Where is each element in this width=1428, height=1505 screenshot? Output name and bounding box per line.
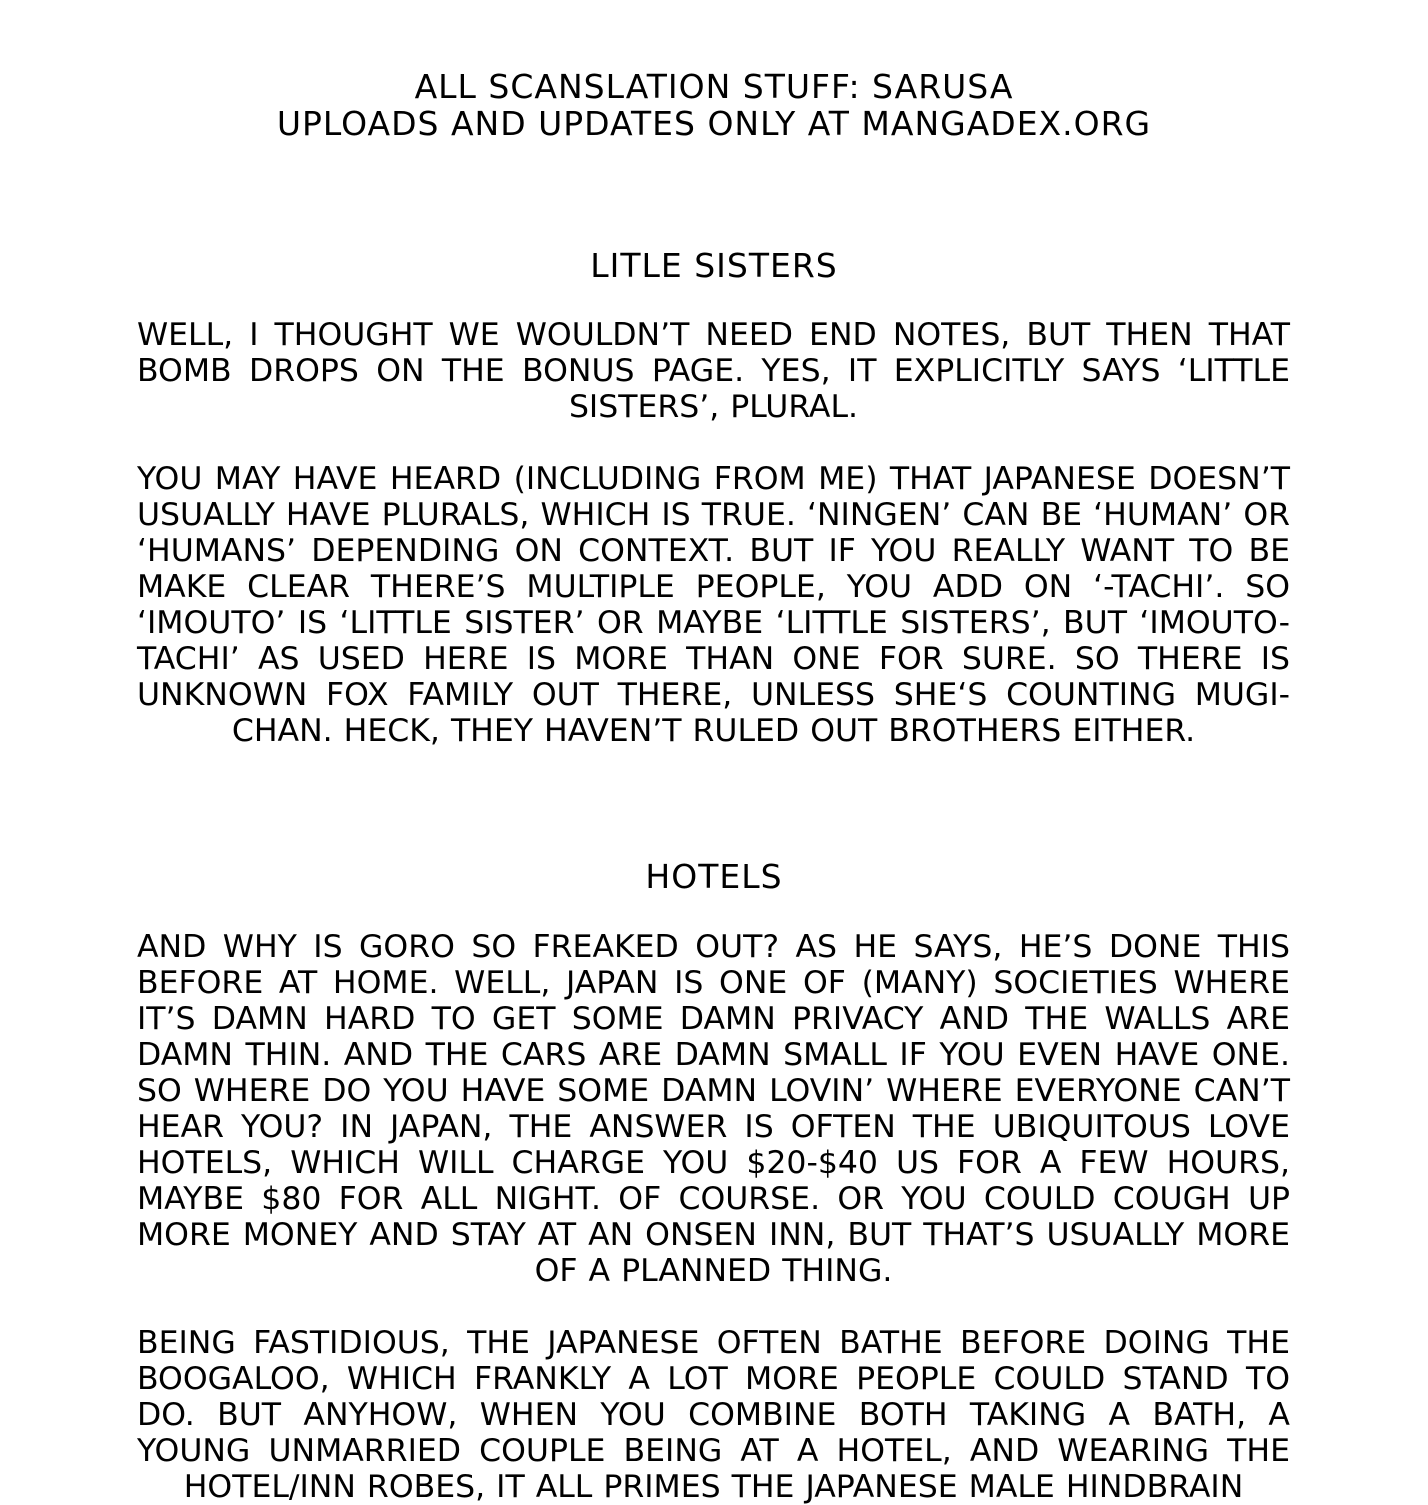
section-heading: HOTELS bbox=[645, 857, 783, 896]
credits-line: UPLOADS AND UPDATES ONLY AT MANGADEX.ORG bbox=[276, 104, 1152, 143]
credits-block bbox=[0, 68, 1428, 142]
section-heading: LITLE SISTERS bbox=[590, 246, 838, 285]
paragraph: YOU MAY HAVE HEARD (INCLUDING FROM ME) THAT JAPANESE DOESN’T USUALLY HAVE PLURALS, WHICH IS TRUE. ‘NINGEN’ CAN BE ‘HUMAN’ OR ‘HUMANS’ DEPENDING ON CONTEXT. BUT IF YOU REALLY WANT TO BE MAKE CLEAR THERE’S MULTIPLE PEOPLE, YOU ADD ON ‘-TACHI’. SO ‘IMOUTO’ IS ‘LITTLE SISTER’ OR MAYBE ‘LITTLE SISTERS’, BUT ‘IMOUTO-TACHI’ AS USED HERE IS MORE THAN ONE FOR SURE. SO THERE IS UNKNOWN FOX FAMILY OUT THERE, UNLESS SHE‘S COUNTING MUGI-CHAN. HECK, THEY HAVEN’T RULED OUT BROTHERS EITHER. bbox=[137, 461, 1290, 749]
credits-line: ALL SCANSLATION STUFF: SARUSA bbox=[414, 67, 1014, 106]
paragraph: BEING FASTIDIOUS, THE JAPANESE OFTEN BATHE BEFORE DOING THE BOOGALOO, WHICH FRANKLY A LOT MORE PEOPLE COULD STAND TO DO. BUT ANYHOW, WHEN YOU COMBINE BOTH TAKING A BATH, A YOUNG UNMARRIED COUPLE BEING AT A HOTEL, AND WEARING THE HOTEL/INN ROBES, IT ALL PRIMES THE JAPANESE MALE HINDBRAIN bbox=[137, 1325, 1290, 1505]
paragraph: AND WHY IS GORO SO FREAKED OUT? AS HE SAYS, HE’S DONE THIS BEFORE AT HOME. WELL, JAPAN IS ONE OF (MANY) SOCIETIES WHERE IT’S DAMN HARD TO GET SOME DAMN PRIVACY AND THE WALLS ARE DAMN THIN. AND THE CARS ARE DAMN SMALL IF YOU EVEN HAVE ONE. SO WHERE DO YOU HAVE SOME DAMN LOVIN’ WHERE EVERYONE CAN’T HEAR YOU? IN JAPAN, THE ANSWER IS OFTEN THE UBIQUITOUS LOVE HOTELS, WHICH WILL CHARGE YOU $20-$40 US FOR A FEW HOURS, MAYBE $80 FOR ALL NIGHT. OF COURSE. OR YOU COULD COUGH UP MORE MONEY AND STAY AT AN ONSEN INN, BUT THAT’S USUALLY MORE OF A PLANNED THING. bbox=[137, 929, 1290, 1289]
paragraph: WELL, I THOUGHT WE WOULDN’T NEED END NOTES, BUT THEN THAT BOMB DROPS ON THE BONUS PAGE. YES, IT EXPLICITLY SAYS ‘LITTLE SISTERS’, PLURAL. bbox=[137, 317, 1290, 425]
